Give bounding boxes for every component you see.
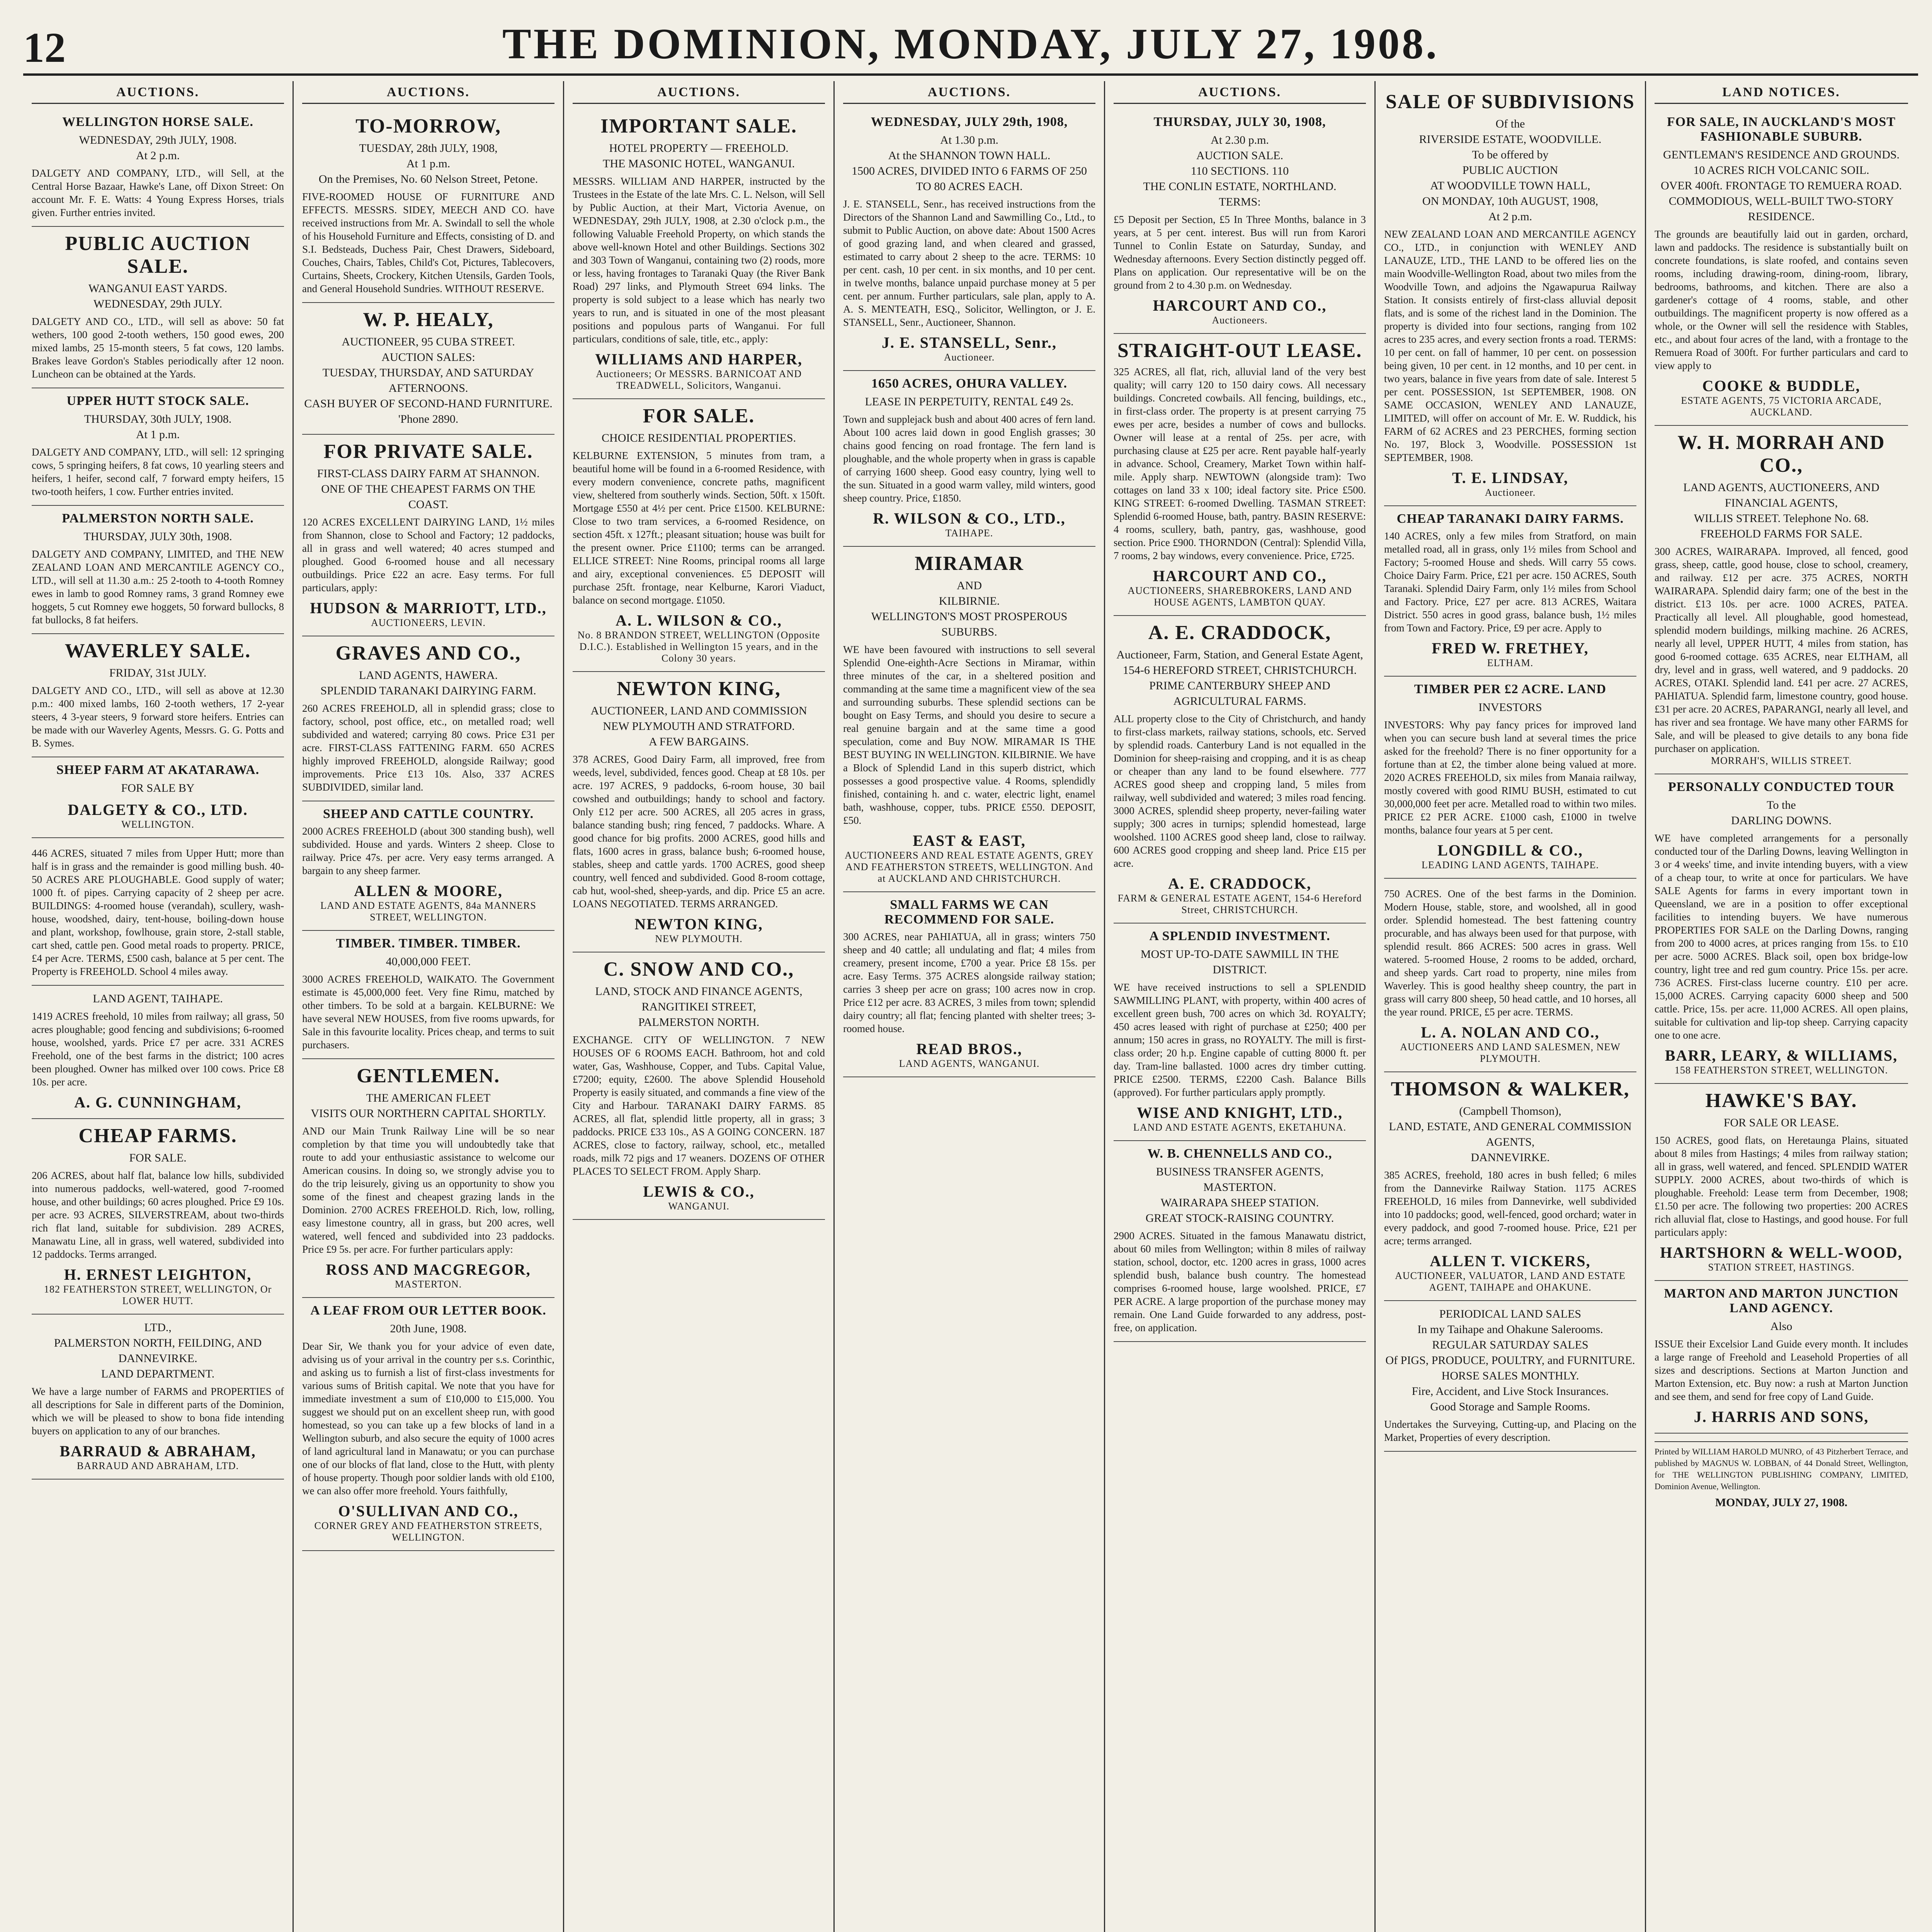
ad-line: PUBLIC AUCTION: [1462, 164, 1558, 177]
ad-title: WEDNESDAY, JULY 29th, 1908,: [871, 115, 1068, 129]
ad-title: W. P. HEALY,: [363, 309, 494, 331]
advertisement: [1384, 879, 1636, 1072]
ad-line: On the Premises, No. 60 Nelson Street, Petone.: [318, 173, 538, 185]
ad-title: A LEAF FROM OUR LETTER BOOK.: [310, 1303, 546, 1318]
ad-line: FOR SALE OR LEASE.: [1723, 1116, 1839, 1129]
ad-firm-name: BARRAUD & ABRAHAM,: [60, 1442, 256, 1460]
ad-line: WELLINGTON'S MOST PROSPEROUS SUBURBS.: [871, 610, 1068, 638]
ad-firm-name: J. E. STANSELL, Senr.,: [881, 334, 1057, 351]
ad-body: DALGETY AND CO., LTD., will sell as above: 50 fat wethers, 100 good 2-tooth wethers, 150 good ewes, 200 mixed lambs, 25 15-month steers, 5 fat cows, 120 lambs. Brakes leave Gordon's Stables periodically after 12 noon. Luncheon can be obtained at the Yards.: [32, 316, 284, 380]
ad-line: WEDNESDAY, 29th JULY, 1908.: [79, 134, 237, 146]
ad-line: RIVERSIDE ESTATE, WOODVILLE.: [1419, 133, 1602, 146]
ad-title: A SPLENDID INVESTMENT.: [1149, 929, 1330, 943]
ad-line: 'Phone 2890.: [398, 413, 459, 425]
ad-firm-address: LEADING LAND AGENTS, TAIHAPE.: [1421, 859, 1599, 871]
ad-line: 40,000,000 FEET.: [386, 955, 471, 968]
ad-title: TO-MORROW,: [355, 115, 501, 137]
ad-firm-address: AUCTIONEERS, SHAREBROKERS, LAND AND HOUSE AGENTS, LAMBTON QUAY.: [1128, 585, 1352, 608]
ad-firm-address: 158 FEATHERSTON STREET, WELLINGTON.: [1674, 1065, 1888, 1076]
ad-firm-name: BARR, LEARY, & WILLIAMS,: [1665, 1047, 1898, 1064]
ad-firm-name: R. WILSON & CO., LTD.,: [873, 510, 1066, 527]
ad-line: FOR SALE.: [129, 1151, 187, 1164]
ad-firm-address: LAND AGENTS, WANGANUI.: [899, 1058, 1040, 1069]
advertisement: [302, 435, 554, 636]
ad-firm-name: LEWIS & CO.,: [643, 1183, 755, 1200]
ad-line: WEDNESDAY, 29th JULY.: [93, 298, 223, 310]
advertisement: [32, 1119, 284, 1315]
advertisement: [843, 371, 1095, 547]
ad-body: £5 Deposit per Section, £5 In Three Months, balance in 3 years, at 5 per cent. interest. Bus will run from Karori Tunnel to Conlin Estate on Saturday, Sunday, and Wednesday afternoons. Every Section distinctly pegged off. Plans on application. Our representative will be on the ground from 2 to 4.30 p.m. on Wednesday.: [1114, 214, 1366, 291]
ad-line: FOR SALE BY: [121, 782, 195, 794]
advertisement: [1384, 1301, 1636, 1452]
ad-firm-name: ROSS AND MACGREGOR,: [326, 1261, 531, 1278]
ad-title: TIMBER PER £2 ACRE. LAND: [1414, 682, 1607, 696]
advertisement: [302, 801, 554, 931]
ad-body: J. E. STANSELL, Senr., has received instructions from the Directors of the Shannon Land and Sawmilling Co., Ltd., to submit to Public Auction, on above date: About 1500 Acres of good grazing land, and when cleared and grassed, estimated to carry about 2 sheep to the acre. TERMS: 10 per cent. cash, 10 per cent. in six months, and 10 per cent. in twelve months, balance unpaid purchase money at 5 per cent. per annum. Further particulars, sale plan, apply to A. A. S. MENTEATH, ESQ., Solicitor, Wellington, or J. E. STANSELL, Senr., Auctioneer, Shannon.: [843, 198, 1095, 328]
ad-line: GENTLEMAN'S RESIDENCE AND GROUNDS.: [1663, 148, 1900, 161]
ad-title: FOR SALE.: [643, 405, 755, 427]
ad-firm-name: HARCOURT AND CO.,: [1153, 297, 1327, 314]
ad-line: THE AMERICAN FLEET: [366, 1092, 491, 1104]
ad-firm-address: STATION STREET, HASTINGS.: [1708, 1262, 1855, 1273]
ad-line: At 1 p.m.: [406, 157, 451, 170]
ad-line: PERIODICAL LAND SALES: [1439, 1308, 1582, 1320]
advertisement: [1114, 334, 1366, 616]
ad-line: FIRST-CLASS DAIRY FARM AT SHANNON.: [317, 467, 540, 480]
ad-body: NEW ZEALAND LOAN AND MERCANTILE AGENCY CO., LTD., in conjunction with WENLEY AND LANAUZE, LTD., THE LAND to be offered lies on the main Woodville-Wellington Road, about two miles from the Woodville Town, and adjoins the Ngawapurua Railway Station. It consists entirely of first-class alluvial deposit flats, and is some of the richest land in the Dominion. The property is divided into four sections, ranging from 102 acres to 235 acres, and every section fronts a road. TERMS: 10 per cent. on fall of hammer, 10 per cent. on possession being given, 10 per cent. in 12 months, and 10 per cent. in two years, balance in five years from date of sale. Interest 5 per cent. POSSESSION, 1st SEPTEMBER, 1908. ON SAME OCCASION, WENLEY AND LANAUZE, LIMITED, will offer on account of Mr. E. W. Ruddick, his FARM of 62 ACRES and 23 PERCHES, forming section No. 197, Block 3, Woodville. POSSESSION 1st SEPTEMBER, 1908.: [1384, 228, 1636, 463]
ad-firm-name: J. HARRIS AND SONS,: [1694, 1408, 1869, 1425]
advertisement: [302, 1059, 554, 1298]
ad-body: DALGETY AND COMPANY, LTD., will Sell, at the Central Horse Bazaar, Hawke's Lane, off Dixon Street: On account Mr. F. E. Watts: 4 Young Express Horses, trials given. Further entries invited.: [32, 167, 284, 218]
ad-title: THURSDAY, JULY 30, 1908,: [1153, 115, 1326, 129]
ad-firm-address: Auctioneer.: [1485, 487, 1536, 498]
ad-line: INVESTORS: [1478, 701, 1542, 714]
ad-firm-address: CORNER GREY AND FEATHERSTON STREETS, WELLINGTON.: [314, 1520, 543, 1543]
ad-body: KELBURNE EXTENSION, 5 minutes from tram, a beautiful home will be found in a 6-roomed Residence, with every modern convenience, concrete paths, magnificent view, sheltered from southerly winds. Section, 50ft. x 150ft. Mortgage £550 at 4½ per cent. Price £1500. KELBURNE: Close to two tram services, a 6-roomed Residence, on section 45ft. x 127ft.; pleasant situation; house was built for the present owner. Price £1100; terms can be arranged. ELLICE STREET: Nine Rooms, principal rooms all large and airy, exceptional conveniences. £5 DEPOSIT will purchase 25ft. frontage, near Kelburne, Karori Viaduct, balance on second mortgage. £1050.: [573, 450, 825, 606]
advertisement: [1655, 109, 1908, 426]
advertisement: [1655, 1281, 1908, 1434]
advertisement: [1384, 506, 1636, 677]
column-5: [1105, 81, 1376, 1932]
ad-line: LAND AGENTS, HAWERA.: [359, 669, 498, 682]
ad-firm-address: Auctioneers; Or MESSRS. BARNICOAT AND TREADWELL, Solicitors, Wanganui.: [596, 368, 802, 391]
ad-body: 2000 ACRES FREEHOLD (about 300 standing bush), well subdivided. House and yards. Winters 2 sheep. Close to railway. Price 47s. per acre. Very easy terms arranged. A bargain to any sheep farmer.: [302, 825, 554, 876]
ad-firm-name: WISE AND KNIGHT, LTD.,: [1136, 1104, 1343, 1121]
ad-firm-address: No. 8 BRANDON STREET, WELLINGTON (Opposite D.I.C.). Established in Wellington 15 years, and in the Colony 30 years.: [577, 629, 820, 664]
ad-firm-name: L. A. NOLAN AND CO.,: [1421, 1024, 1600, 1041]
ad-line: AT WOODVILLE TOWN HALL,: [1430, 179, 1590, 192]
ad-body: WE have been favoured with instructions to sell several Splendid One-eighth-Acre Sections in Miramar, within three minutes of the car, in a sheltered position and commanding at the same time a magnificent view of the sea and surrounding suburbs. These splendid sections can be bought on Easy Terms, and should you desire to secure a real genuine bargain and at the same time a good speculation, come and Buy NOW. MIRAMAR IS THE BEST BUYING IN WELLINGTON. KILBIRNIE. We have a Block of Splendid Land in this superb district, which possesses a good prospective value. 4 Rooms, splendidly finished, containing h. and c. water, electric light, enamel bath, washhouse, copper, tubs. PRICE £550. DEPOSIT, £50.: [843, 644, 1095, 826]
page-number: 12: [23, 24, 66, 71]
columns-container: [23, 81, 1918, 1932]
advertisement: [1655, 774, 1908, 1084]
ad-line: To be offered by: [1472, 148, 1549, 161]
ad-line: MOST UP-TO-DATE SAWMILL IN THE DISTRICT.: [1140, 948, 1339, 976]
ad-line: In my Taihape and Ohakune Salerooms.: [1417, 1323, 1603, 1336]
ad-body: Undertakes the Surveying, Cutting-up, and Placing on the Market, Properties of every description.: [1384, 1418, 1636, 1443]
advertisement: [843, 547, 1095, 892]
ad-body: 378 ACRES, Good Dairy Farm, all improved, free from weeds, level, subdivided, fences good. Cheap at £8 10s. per acre. 197 ACRES, 9 paddocks, 6-room house, 30 bail cowshed and outbuildings; handy to school and factory. Only £12 per acre. 500 ACRES, all 205 acres in grass, balance standing bush; ring fenced, 7 paddocks. Whare. A good chance for big profits. 2000 ACRES, good hills and flats, 1600 acres in grass, balance bush; 6-roomed house, stables, sheep and cattle yards. 1700 ACRES, good sheep country, well fenced and subdivided. Good 8-room cottage, cab hut, wool-shed, sheep-yards, and dip. Price £5 an acre. LOANS NEGOTIATED. TERMS ARRANGED.: [573, 753, 825, 910]
ad-title: IMPORTANT SALE.: [600, 115, 797, 137]
advertisement: [32, 388, 284, 506]
ad-title: W. H. MORRAH AND CO.,: [1677, 432, 1885, 476]
ad-title: PUBLIC AUCTION SALE.: [65, 233, 251, 277]
advertisement: [1655, 426, 1908, 774]
ad-line: At the SHANNON TOWN HALL.: [888, 149, 1051, 162]
printer-imprint: Printed by WILLIAM HAROLD MUNRO, of 43 Pitzherbert Terrace, and published by MAGNUS W. LOBBAN, of 44 Donald Street, Wellington, for THE WELLINGTON PUBLISHING COMPANY, LIMITED, Dominion Avenue, Wellington.: [1655, 1441, 1908, 1492]
advertisement: [302, 303, 554, 435]
ad-firm-address: WANGANUI.: [668, 1201, 730, 1212]
ad-title: GENTLEMEN.: [356, 1065, 500, 1087]
ad-firm-name: DALGETY & CO., LTD.: [68, 801, 248, 818]
advertisement: [1114, 109, 1366, 334]
ad-firm-name: COOKE & BUDDLE,: [1702, 377, 1861, 395]
ad-line: TUESDAY, THURSDAY, AND SATURDAY AFTERNOONS.: [322, 366, 534, 395]
ad-body: ALL property close to the City of Christchurch, and handy to first-class markets, railway stations, schools, etc. Served by splendid roads. Canterbury Land is not equalled in the Dominion for sheep-raising and cropping, and it is as cheap or cheaper than any land to be found elsewhere. 777 ACRES good sheep and cropping land, 5 miles from railway, well subdivided and watered; 3 miles road fencing. 3000 ACRES, splendid sheep property, never-failing water supply; 300 acres in turnips; splendid homestead, large woolshed. 1100 ACRES good sheep land, close to railway. 600 ACRES good cropping and sheep land. Price £15 per acre.: [1114, 713, 1366, 869]
ad-line: (Campbell Thomson),: [1459, 1105, 1561, 1117]
advertisement: [32, 757, 284, 838]
ad-body: WE have received instructions to sell a SPLENDID SAWMILLING PLANT, with property, within 400 acres of excellent green bush, 700 acres on which 3d. ROYALTY; 450 acres leased with right of purchase at £250; 400 per annum; 150 acres in grass, no ROYALTY. The mill is first-class order; 20 h.p. Engine capable of cutting 8000 ft. per day. Tram-line ballasted. 1000 acres dry timber cutting. PRICE £2500. TERMS, £2200 Cash. Balance Bills (approved). For further particulars apply promptly.: [1114, 981, 1366, 1098]
ad-body: We have a large number of FARMS and PROPERTIES of all descriptions for Sale in different parts of the Dominion, which we will be pleased to show to bona fide intending buyers on application to any of our branches.: [32, 1386, 284, 1437]
ad-line: HOTEL PROPERTY — FREEHOLD.: [609, 142, 789, 155]
ad-line: SPLENDID TARANAKI DAIRYING FARM.: [320, 684, 536, 697]
advertisement: [32, 1315, 284, 1480]
ad-line: TUESDAY, 28th JULY, 1908,: [359, 142, 498, 155]
column-heading: AUCTIONS.: [32, 85, 284, 104]
ad-body: 260 ACRES FREEHOLD, all in splendid grass; close to factory, school, post office, etc., on metalled road; well subdivided and watered; carrying 80 cows. Price £31 per acre. FIRST-CLASS FATTENING FARM. 650 ACRES highly improved FREEHOLD, alongside Railway; good improvements. Price £13 10s. Also, 337 ACRES SUBDIVIDED, similar land.: [302, 702, 554, 793]
ad-line: NEW PLYMOUTH AND STRATFORD.: [603, 720, 795, 733]
ad-line: 110 SECTIONS. 110: [1190, 165, 1289, 177]
advertisement: [302, 931, 554, 1059]
masthead: [23, 15, 1918, 76]
ad-line: LEASE IN PERPETUITY, RENTAL £49 2s.: [865, 395, 1074, 408]
ad-firm-name: FRED W. FRETHEY,: [1432, 639, 1589, 657]
advertisement: [573, 399, 825, 672]
ad-body: MESSRS. WILLIAM AND HARPER, instructed by the Trustees in the Estate of the late Mrs. C. L. Nelson, will Sell by Public Auction, at their Mart, Victoria Avenue, on WEDNESDAY, 29th JULY, 1908, at 2.30 o'clock p.m., the following Valuable Freehold Property, on which stands the above well-known Hotel and other Buildings. Sections 302 and 303 Town of Wanganui, containing two (2) roods, more or less, having frontages to Taranaki Quay (the River Bank Road) 297 links, and Plymouth Street 694 links. The property is sold subject to a lease which has nearly two years to run, and is situated in one of the most pleasant positions and populous parts of Wanganui. For full particulars, conditions of sale, title, etc., apply:: [573, 175, 825, 345]
advertisement: [302, 636, 554, 801]
ad-body: 140 ACRES, only a few miles from Stratford, on main metalled road, all in grass, only 1½ miles from School and Factory; 5-roomed House and sheds. Will carry 55 cows. Choice Dairy Farm. Price, £21 per acre. 150 ACRES, South Taranaki. Splendid Dairy Farm, only 1½ miles from School and Factory. Price, £27 per acre. 813 ACRES, Waitara District. 550 acres in good grass, balance bush, 1½ miles from Town and Factory. Price, £9 per acre. Apply to: [1384, 530, 1636, 634]
ad-firm-name: NEWTON KING,: [634, 915, 763, 933]
ad-title: SHEEP AND CATTLE COUNTRY.: [323, 807, 534, 821]
ad-firm-name: EAST & EAST,: [913, 832, 1026, 849]
ad-line: ON MONDAY, 10th AUGUST, 1908,: [1422, 195, 1599, 207]
ad-firm-address: ELTHAM.: [1487, 657, 1534, 668]
ad-line: BUSINESS TRANSFER AGENTS,: [1156, 1165, 1324, 1178]
ad-line: At 2.30 p.m.: [1211, 134, 1269, 146]
ad-line: LTD.,: [144, 1321, 172, 1334]
column-heading: AUCTIONS.: [1114, 85, 1366, 104]
advertisement: [302, 1298, 554, 1551]
ad-firm-address: LAND AND ESTATE AGENTS, 84a MANNERS STREET, WELLINGTON.: [320, 900, 536, 923]
ad-line: REGULAR SATURDAY SALES: [1432, 1338, 1588, 1351]
ad-title: A. E. CRADDOCK,: [1148, 622, 1332, 644]
advertisement: [843, 109, 1095, 371]
ad-line: LAND DEPARTMENT.: [101, 1367, 215, 1380]
ad-firm-address: AUCTIONEER, VALUATOR, LAND AND ESTATE AGENT, TAIHAPE and OHAKUNE.: [1395, 1270, 1626, 1293]
advertisement: [1114, 923, 1366, 1141]
ad-body: FIVE-ROOMED HOUSE OF FURNITURE AND EFFECTS. MESSRS. SIDEY, MEECH AND CO. have received instructions from Mr. A. Swindall to sell the whole of his Household Furniture and Effects, consisting of D. and S.I. Bedsteads, Duchess Pair, Chest Drawers, Sideboard, Couches, Chairs, Tables, Child's Cot, Pictures, Tablecovers, Curtains, Sheets, Crockery, Kitchen Utensils, Garden Tools, and General Household Sundries. WITHOUT RESERVE.: [302, 191, 554, 294]
ad-title: CHEAP FARMS.: [78, 1125, 237, 1147]
column-2: [294, 81, 564, 1932]
ad-title: CHEAP TARANAKI DAIRY FARMS.: [1396, 512, 1624, 526]
ad-body: 446 ACRES, situated 7 miles from Upper Hutt; more than half is in grass and the remainder is good milling bush. 40-50 ACRES ARE PLOUGHABLE. Good supply of water; 1000 ft. of pipes. Carrying capacity of 2 sheep per acre. BUILDINGS: 4-roomed house (verandah), scullery, wash-house, woodshed, dairy, tent-house, boiling-down house and plant, workshop, fowlhouse, grain store, 2-stall stable, cart shed, cattle pen. Good metal roads to property. PRICE, £4 per Acre. TERMS, £500 cash, balance at 5 per cent. The Property is FREEHOLD. School 4 miles away.: [32, 847, 284, 977]
ad-line: TERMS:: [1219, 196, 1261, 208]
ad-title: FOR PRIVATE SALE.: [323, 440, 533, 463]
advertisement: [1114, 616, 1366, 923]
ad-line: At 2 p.m.: [136, 149, 180, 162]
ad-line: LAND, STOCK AND FINANCE AGENTS,: [595, 985, 803, 998]
ad-body: DALGETY AND CO., LTD., will sell as above at 12.30 p.m.: 400 mixed lambs, 160 2-tooth wethers, 17 2-year steers, 4 3-year steers, 9 forward store heifers. Entries can be made with our Waverley Agents, Messrs. G. G. Potts and B. Symes.: [32, 685, 284, 749]
ad-title: GRAVES AND CO.,: [335, 642, 521, 664]
ad-body: 206 ACRES, about half flat, balance low hills, subdivided into numerous paddocks, well-watered, good 7-roomed house, and other buildings; 60 acres ploughed. Price £9 10s. per acre. 93 ACRES, SILVERSTREAM, about two-thirds rich flat land, suitable for subdivision. 289 ACRES, Manawatu Line, all in grass, well watered, subdivided into 12 paddocks. Terms arranged.: [32, 1170, 284, 1260]
advertisement: [32, 986, 284, 1119]
ad-line: CHOICE RESIDENTIAL PROPERTIES.: [602, 432, 796, 444]
column-4: [835, 81, 1105, 1932]
ad-firm-address: LAND AND ESTATE AGENTS, EKETAHUNA.: [1133, 1122, 1347, 1133]
ad-body: INVESTORS: Why pay fancy prices for improved land when you can secure bush land at several times the price asked for the freehold? There is no finer opportunity for a fortune than at £2, the timber alone being valued at more. 2020 ACRES FREEHOLD, six miles from Manaia railway, mostly covered with good RIMU BUSH, estimated to cut 30,000,000 feet per acre. Metalled road to within two miles. PRICE £2 PER ACRE. £1000 cash, £1000 in twelve months, balance four years at 5 per cent.: [1384, 719, 1636, 836]
advertisement: [32, 227, 284, 388]
ad-line: DANNEVIRKE.: [1471, 1151, 1550, 1164]
ad-body: 300 ACRES, near PAHIATUA, all in grass; winters 750 sheep and 40 cattle; all undulating and flat; 4 miles from creamery, present income, £700 a year. Price £8 15s. per acre. Easy Terms. 375 ACRES alongside railway station; carries 3 sheep per acre on grass; 100 acres now in crop. Price £12 per acre. 83 ACRES, 3 miles from town; splendid dairy country; all flat; fencing planted with shelter trees; 3-roomed house.: [843, 931, 1095, 1034]
ad-body: ISSUE their Excelsior Land Guide every month. It includes a large range of Freehold and Leasehold Properties of all sizes and descriptions. Sections at Marton Junction and Marton Extension, etc. Buy now: a rush at Marton Junction and see them, and send for free copy of Land Guide.: [1655, 1338, 1908, 1402]
ad-line: LAND, ESTATE, AND GENERAL COMMISSION AGENTS,: [1389, 1120, 1632, 1148]
ad-firm-name: A. E. CRADDOCK,: [1168, 875, 1312, 892]
ad-title: SALE OF SUBDIVISIONS: [1386, 91, 1635, 113]
ad-firm-name: O'SULLIVAN AND CO.,: [338, 1502, 519, 1520]
ad-body: 300 ACRES, WAIRARAPA. Improved, all fenced, good grass, sheep, cattle, good house, close to school, creamery, and railway. £12 per acre. 375 ACRES, NORTH WAIRARAPA. Splendid dairy farm; one of the best in the district. £13 10s. per acre. 1000 ACRES, PATEA. Practically all level. All ploughable, good homestead, splendid modern buildings, milking machine. 26 ACRES, nearly all level, UPPER HUTT, 4 miles from station, has good 6-roomed cottage. 635 ACRES, near ELTHAM, all dry, level and in grass, well watered, and 9 paddocks. 20 ACRES, OTAKI. Splendid land. £41 per acre. 27 ACRES, PAHIATUA. Splendid farm, limestone country, good house. £31 per acre. 20 ACRES, PAPARANGI, nearly all level, and has river and sea frontage. We have many other FARMS for Sale, and will be pleased to give details to any bona fide purchaser on application.: [1655, 546, 1908, 754]
ad-title: UPPER HUTT STOCK SALE.: [66, 394, 249, 408]
advertisement: [32, 506, 284, 634]
ad-line: To the: [1767, 799, 1796, 811]
ad-line: COMMODIOUS, WELL-BUILT TWO-STORY RESIDENCE.: [1668, 195, 1894, 223]
ad-body: 385 ACRES, freehold, 180 acres in bush felled; 6 miles from the Dannevirke Railway Station. 1175 ACRES FREEHOLD, 16 miles from Dannevirke, well subdivided into 10 paddocks; good, well-fenced, good orchard; water in every paddock, and good 7-roomed house. Price, £21 per acre; terms arranged.: [1384, 1169, 1636, 1247]
ad-firm-address: Auctioneers.: [1212, 315, 1268, 326]
ad-body: Dear Sir, We thank you for your advice of even date, advising us of your arrival in the country per s.s. Corinthic, and asking us to furnish a list of first-class investments for various sums of British capital. We note that you have for immediate investment a sum of £10,000 to £15,000. You suggest we should put on an excellent sheep run, with good homestead, so you can take up a few blocks of land in a Wellington suburb, and also secure the equity of 1000 acres of land agricultural land in Manawatu; or you can purchase one of our blocks of flat land, close to the Hutt, with plenty of house property. Though poor soldier lands with old £100, we can also offer more freehold. Yours faithfully,: [302, 1340, 554, 1497]
ad-line: WANGANUI EAST YARDS.: [88, 282, 228, 295]
ad-line: WAIRARAPA SHEEP STATION.: [1160, 1196, 1319, 1209]
ad-line: WILLIS STREET. Telephone No. 68.: [1694, 512, 1869, 525]
ad-title: WELLINGTON HORSE SALE.: [62, 115, 253, 129]
ad-body: EXCHANGE. CITY OF WELLINGTON. 7 NEW HOUSES OF 6 ROOMS EACH. Bathroom, hot and cold water, Gas, Washhouse, Copper, and Tubs. Capital Value, £7200; equity, £2600. The above Splendid Household Property is easily situated, and commands a fine view of the City and Harbour. TARANAKI DAIRY FARMS. 85 ACRES, all flat, splendid little property, all in grass; 3 paddocks. PRICE £33 10s., AS A GOING CONCERN. 187 ACRES, close to factory, railway, school, etc., metalled roads, milk 72 pigs and 17 weaners. DOZENS OF OTHER PLACES TO SELECT FROM. Apply Sharp.: [573, 1034, 825, 1177]
ad-firm-name: A. G. CUNNINGHAM,: [74, 1094, 242, 1111]
ad-title: THOMSON & WALKER,: [1391, 1078, 1630, 1100]
ad-body: 3000 ACRES FREEHOLD, WAIKATO. The Government estimate is 45,000,000 feet. Very fine Rimu, matched by other timbers. To be sold at a bargain. KELBURNE: We have several NEW HOUSES, from five rooms upwards, for Sale in this favourite locality. Prices cheap, and terms to suit purchasers.: [302, 973, 554, 1051]
ad-line: ONE OF THE CHEAPEST FARMS ON THE COAST.: [321, 483, 536, 511]
advertisement: [32, 109, 284, 227]
ad-body: 2900 ACRES. Situated in the famous Manawatu district, about 60 miles from Wellington; within 8 miles of railway station, school, doctor, etc. 1200 acres in grass, 1000 acres splendid bush, balance bush country. The homestead comprises 6-roomed house, large woolshed. PRICE, £7 PER ACRE. A large proportion of the purchase money may remain. One Land Guide forwarded to any address, post-free, on application.: [1114, 1230, 1366, 1333]
ad-firm-name: HARTSHORN & WELL-WOOD,: [1660, 1244, 1903, 1261]
ad-firm-name: LONGDILL & CO.,: [1437, 842, 1583, 859]
ad-firm-address: AUCTIONEERS, LEVIN.: [371, 617, 486, 628]
ad-line: 20th June, 1908.: [390, 1322, 467, 1335]
ad-line: PALMERSTON NORTH.: [638, 1016, 760, 1029]
advertisement: [302, 109, 554, 303]
ad-line: GREAT STOCK-RAISING COUNTRY.: [1145, 1212, 1334, 1225]
ad-title: SMALL FARMS WE CAN RECOMMEND FOR SALE.: [884, 898, 1054, 927]
ad-line: Also: [1770, 1320, 1793, 1333]
ad-body: WE have completed arrangements for a personally conducted tour of the Darling Downs, leaving Wellington in 3 or 4 weeks' time, and invite intending buyers, with a view of a cheap tour, to write at once for particulars. We have SALE Agents for farms in every important town in Queensland, we are in a position to offer exceptional facilities to intending buyers. We have numerous PROPERTIES FOR SALE on the Darling Downs, ranging from 200 to 4000 acres, at prices ranging from 15s. to £10 per acre. 5000 ACRES. Black soil, open box bridge-low country, light tree and red gum country. Price 15s. per acre. 736 ACRES. First-class lucerne country. £10 per acre. 15,000 ACRES. Carrying capacity 6000 sheep and 500 cattle. Price, 15s. per acre. 11,000 ACRES. All open plains, suitable for cultivation and lip-top sheep. Carrying capacity one to one acre.: [1655, 832, 1908, 1041]
ad-title: NEWTON KING,: [617, 678, 781, 700]
ad-firm-address: WELLINGTON.: [121, 819, 194, 830]
ad-firm-name: HUDSON & MARRIOTT, LTD.,: [310, 599, 547, 617]
advertisement: [573, 952, 825, 1220]
ad-title: W. B. CHENNELLS AND CO.,: [1147, 1146, 1332, 1161]
ad-body: 1419 ACRES freehold, 10 miles from railway; all grass, 50 acres ploughable; good fencing and subdivisions; 6-roomed house, woolshed, yards. Price £7 per acre. 331 ACRES Freehold, one of the best farms in the district; 100 acres been ploughed. Owner has milked over 100 cows. Price £8 10s. per acre.: [32, 1010, 284, 1088]
ad-title: FOR SALE, IN AUCKLAND'S MOST FASHIONABLE SUBURB.: [1667, 115, 1896, 144]
ad-body: AND our Main Trunk Railway Line will be so near completion by that time you will undoubtedly take that route to add your enthusiastic assistance to welcome our American cousins. In doing so, we strongly advise you to do the trip leisurely, giving us an opportunity to show you some of the finest and cheapest grazing lands in the Dominion. 2700 ACRES FREEHOLD. Rich, low, rolling, easy limestone country, all in grass, but 200 acres, well watered, well fenced and subdivided into 23 paddocks. Price £9 5s. per acre. For further particulars apply:: [302, 1125, 554, 1255]
ad-line: THURSDAY, JULY 30th, 1908.: [83, 530, 232, 543]
ad-line: PALMERSTON NORTH, FEILDING, AND DANNEVIRKE.: [54, 1337, 262, 1365]
advertisement: [1384, 677, 1636, 879]
ad-firm-name: ALLEN T. VICKERS,: [1430, 1252, 1591, 1270]
ad-title: MARTON AND MARTON JUNCTION LAND AGENCY.: [1664, 1286, 1899, 1315]
ad-line: THURSDAY, 30th JULY, 1908.: [84, 413, 232, 425]
ad-firm-address: BARRAUD AND ABRAHAM, LTD.: [77, 1460, 239, 1471]
ad-line: 1500 ACRES, DIVIDED INTO 6 FARMS OF 250 TO 80 ACRES EACH.: [852, 165, 1087, 193]
column-7: [1646, 81, 1917, 1932]
ad-title: SHEEP FARM AT AKATARAWA.: [56, 763, 260, 777]
ad-body: Town and supplejack bush and about 400 acres of fern land. About 100 acres laid down in good English grasses; 30 chains good fencing on road frontage. The fern land is ploughable, and the whole property when in grass is capable of carrying 1600 sheep. Good easy country, lying well to the sun. Situated in a good warm valley, mild winters, good sheep country. Price, £1850.: [843, 413, 1095, 504]
ad-firm-address: 182 FEATHERSTON STREET, WELLINGTON, Or LOWER HUTT.: [44, 1284, 272, 1306]
ad-line: DARLING DOWNS.: [1731, 814, 1832, 827]
ad-line: FREEHOLD FARMS FOR SALE.: [1700, 527, 1862, 540]
ad-line: AUCTION SALES:: [381, 351, 475, 364]
ad-firm-address: AUCTIONEERS AND REAL ESTATE AGENTS, GREY AND FEATHERSTON STREETS, WELLINGTON. And at AUCKLAND AND CHRISTCHURCH.: [844, 850, 1094, 884]
ad-line: CASH BUYER OF SECOND-HAND FURNITURE.: [304, 397, 553, 410]
ad-body: 150 ACRES, good flats, on Heretaunga Plains, situated about 8 miles from Hastings; 4 miles from railway station; all in grass, well watered, and fenced. SPLENDID WATER SUPPLY. 2000 ACRES, about two-thirds of which is ploughable. Freehold: Lease term from December, 1908; £1.50 per acre. The following two properties: 200 ACRES rich alluvial flat, close to Hastings, and good house. For full particulars apply:: [1655, 1134, 1908, 1238]
ad-line: PRIME CANTERBURY SHEEP AND AGRICULTURAL FARMS.: [1149, 679, 1330, 707]
ad-title: 1650 ACRES, OHURA VALLEY.: [871, 376, 1068, 391]
ad-line: AUCTIONEER, 95 CUBA STREET.: [342, 335, 515, 348]
ad-line: OVER 400ft. FRONTAGE TO REMUERA ROAD.: [1660, 179, 1902, 192]
advertisement: [32, 838, 284, 986]
ad-line: MASTERTON.: [1203, 1181, 1276, 1194]
ad-body: 750 ACRES. One of the best farms in the Dominion. Modern House, stable, store, and woolshed, all in good order. Splendid homestead. The best fattening country procurable, and has always been used for that purpose, with splendid result. 866 ACRES: 500 acres in grass. Well watered. 5-roomed House, 2 rooms to be added, orchard, and sheep yards. Cart road to property, nine miles from Waverley. This is good healthy sheep country, the part in grass will carry 800 sheep, 50 head cattle, and 10 horses, all the year round. PRICE, £5 per acre. TERMS.: [1384, 888, 1636, 1018]
ad-firm-address: AUCTIONEERS AND LAND SALESMEN, NEW PLYMOUTH.: [1400, 1041, 1621, 1064]
ad-title: STRAIGHT-OUT LEASE.: [1117, 340, 1362, 362]
ad-line: At 2 p.m.: [1488, 210, 1532, 223]
ad-line: A FEW BARGAINS.: [649, 735, 749, 748]
ad-line: Auctioneer, Farm, Station, and General Estate Agent,: [1116, 648, 1363, 661]
ad-line: AUCTION SALE.: [1196, 149, 1283, 162]
advertisement: [32, 634, 284, 757]
ad-firm-address: ESTATE AGENTS, 75 VICTORIA ARCADE, AUCKLAND.: [1681, 395, 1882, 418]
column-1: [23, 81, 294, 1932]
advertisement: [1655, 1084, 1908, 1281]
advertisement: [1384, 85, 1636, 506]
ad-line: VISITS OUR NORTHERN CAPITAL SHORTLY.: [311, 1107, 546, 1120]
column-heading: AUCTIONS.: [843, 85, 1095, 104]
ad-firm-name: ALLEN & MOORE,: [354, 882, 503, 900]
ad-line: Of PIGS, PRODUCE, POULTRY, and FURNITURE.: [1385, 1354, 1635, 1367]
column-3: [564, 81, 835, 1932]
newspaper-title: THE DOMINION, MONDAY, JULY 27, 1908.: [502, 20, 1439, 68]
ad-title: WAVERLEY SALE.: [65, 640, 251, 662]
ad-line: 154-6 HEREFORD STREET, CHRISTCHURCH.: [1122, 664, 1357, 677]
column-heading: LAND NOTICES.: [1655, 85, 1908, 104]
advertisement: [573, 672, 825, 952]
ad-firm-name: READ BROS.,: [916, 1040, 1022, 1058]
ad-title: TIMBER. TIMBER. TIMBER.: [336, 936, 521, 951]
ad-title: PALMERSTON NORTH SALE.: [62, 511, 254, 526]
issue-date: MONDAY, JULY 27, 1908.: [1715, 1496, 1848, 1509]
ad-line: KILBIRNIE.: [939, 595, 1000, 607]
ad-firm-address: TAIHAPE.: [945, 527, 993, 539]
ad-line: Fire, Accident, and Live Stock Insurances.: [1412, 1385, 1609, 1398]
ad-line: THE MASONIC HOTEL, WANGANUI.: [603, 157, 795, 170]
column-6: [1376, 81, 1646, 1932]
ad-firm-name: WILLIAMS AND HARPER,: [595, 350, 803, 368]
ad-firm-name: HARCOURT AND CO.,: [1153, 567, 1327, 585]
column-heading: AUCTIONS.: [302, 85, 554, 104]
ad-title: PERSONALLY CONDUCTED TOUR: [1668, 780, 1895, 794]
ad-line: LAND AGENT, TAIHAPE.: [93, 992, 223, 1005]
ad-body: 120 ACRES EXCELLENT DAIRYING LAND, 1½ miles from Shannon, close to School and Factory; 12 paddocks, all in grass and well watered; 40 acres stumped and ploughed. Good 6-roomed house and all necessary outbuildings. Price £22 an acre. Easy terms. For full particulars, apply:: [302, 516, 554, 594]
ad-firm-name: H. ERNEST LEIGHTON,: [64, 1266, 252, 1283]
advertisement: [1384, 1072, 1636, 1301]
ad-line: AUCTIONEER, LAND AND COMMISSION: [590, 704, 807, 717]
ad-line: HORSE SALES MONTHLY.: [1441, 1369, 1579, 1382]
ad-line: 10 ACRES RICH VOLCANIC SOIL.: [1693, 164, 1869, 177]
advertisement: [843, 892, 1095, 1077]
ad-line: Of the: [1495, 117, 1525, 130]
ad-firm-address: NEW PLYMOUTH.: [655, 933, 743, 944]
ad-line: THE CONLIN ESTATE, NORTHLAND.: [1143, 180, 1337, 193]
ad-body: DALGETY AND COMPANY, LIMITED, and THE NEW ZEALAND LOAN AND MERCANTILE AGENCY CO., LTD., will sell at 11.30 a.m.: 25 2-tooth to 4-tooth Romney ewes in lamb to good Romney rams, 3 grand Romney ewe hoggets, 5 cut Romney ewe hoggets, 50 forward bullocks, 8 fat bullocks, 8 fat heifers.: [32, 548, 284, 626]
ad-firm-address: Auctioneer.: [944, 352, 995, 363]
advertisement: [1114, 1141, 1366, 1342]
ad-firm-address: MASTERTON.: [395, 1279, 462, 1290]
ad-line: At 1 p.m.: [136, 428, 180, 441]
ad-firm-address: FARM & GENERAL ESTATE AGENT, 154-6 Hereford Street, CHRISTCHURCH.: [1117, 893, 1362, 915]
ad-title: HAWKE'S BAY.: [1705, 1090, 1857, 1112]
ad-firm-name: A. L. WILSON & CO.,: [616, 612, 782, 629]
ad-title: MIRAMAR: [915, 553, 1024, 575]
ad-line: At 1.30 p.m.: [940, 134, 998, 146]
ad-firm-name: T. E. LINDSAY,: [1452, 469, 1569, 486]
ad-body: The grounds are beautifully laid out in garden, orchard, lawn and paddocks. The residence is substantially built on concrete foundations, is slate roofed, and contains seven rooms, including drawing-room, dining-room, library, bedrooms, bathrooms, and kitchen. There are also a gardener's cottage of 4 rooms, stable, and other outbuildings. The magnificent property is now offered as a whole, or the Owner will sell the residence with Stables, etc., and about four acres of the land, with a frontage to the Remuera Road of 300ft. For further particulars and card to view apply to: [1655, 228, 1908, 371]
ad-line: LAND AGENTS, AUCTIONEERS, AND FINANCIAL AGENTS,: [1683, 481, 1879, 509]
ad-body: 325 ACRES, all flat, rich, alluvial land of the very best quality; will carry 120 to 150 dairy cows. All necessary buildings. Concreted cowbails. All fencing, buildings, etc., in first-class order. The property is at present carrying 75 ewes per acre, besides a number of cows and bullocks. Owner will lease at a rental of 25s. per acre, with purchasing clause at £25 per acre. Rent payable half-yearly in advance. School, Creamery, Market Town within half-mile. Apply sharp. NEWTOWN (alongside tram): Two cottages on land 33 x 100; ideal factory site. Price £500. KING STREET: 6-roomed Dwelling. TASMAN STREET: Splendid 6-roomed House, bath, pantry. BASIN RESERVE: 4 rooms, scullery, bath, pantry, gas, washhouse, good section. Price £900. THORNDON (Central): Splendid Villa, 7 rooms, 2 bay windows, every convenience. Price, £725.: [1114, 366, 1366, 561]
ad-line: AND: [957, 579, 982, 592]
ad-title: C. SNOW AND CO.,: [603, 958, 794, 980]
ad-line: FRIDAY, 31st JULY.: [109, 667, 207, 679]
column-heading: AUCTIONS.: [573, 85, 825, 104]
advertisement: [573, 109, 825, 399]
ad-body: DALGETY AND COMPANY, LTD., will sell: 12 springing cows, 5 springing heifers, 8 fat cows, 10 yearling steers and heifers, 1 heifer, second calf, 7 forward empty heifers, 15 two-tooth heifers, 1 cow. Further entries invited.: [32, 446, 284, 497]
ad-firm-address: MORRAH'S, WILLIS STREET.: [1711, 755, 1852, 766]
ad-line: Good Storage and Sample Rooms.: [1430, 1400, 1590, 1413]
ad-line: RANGITIKEI STREET,: [641, 1000, 756, 1013]
